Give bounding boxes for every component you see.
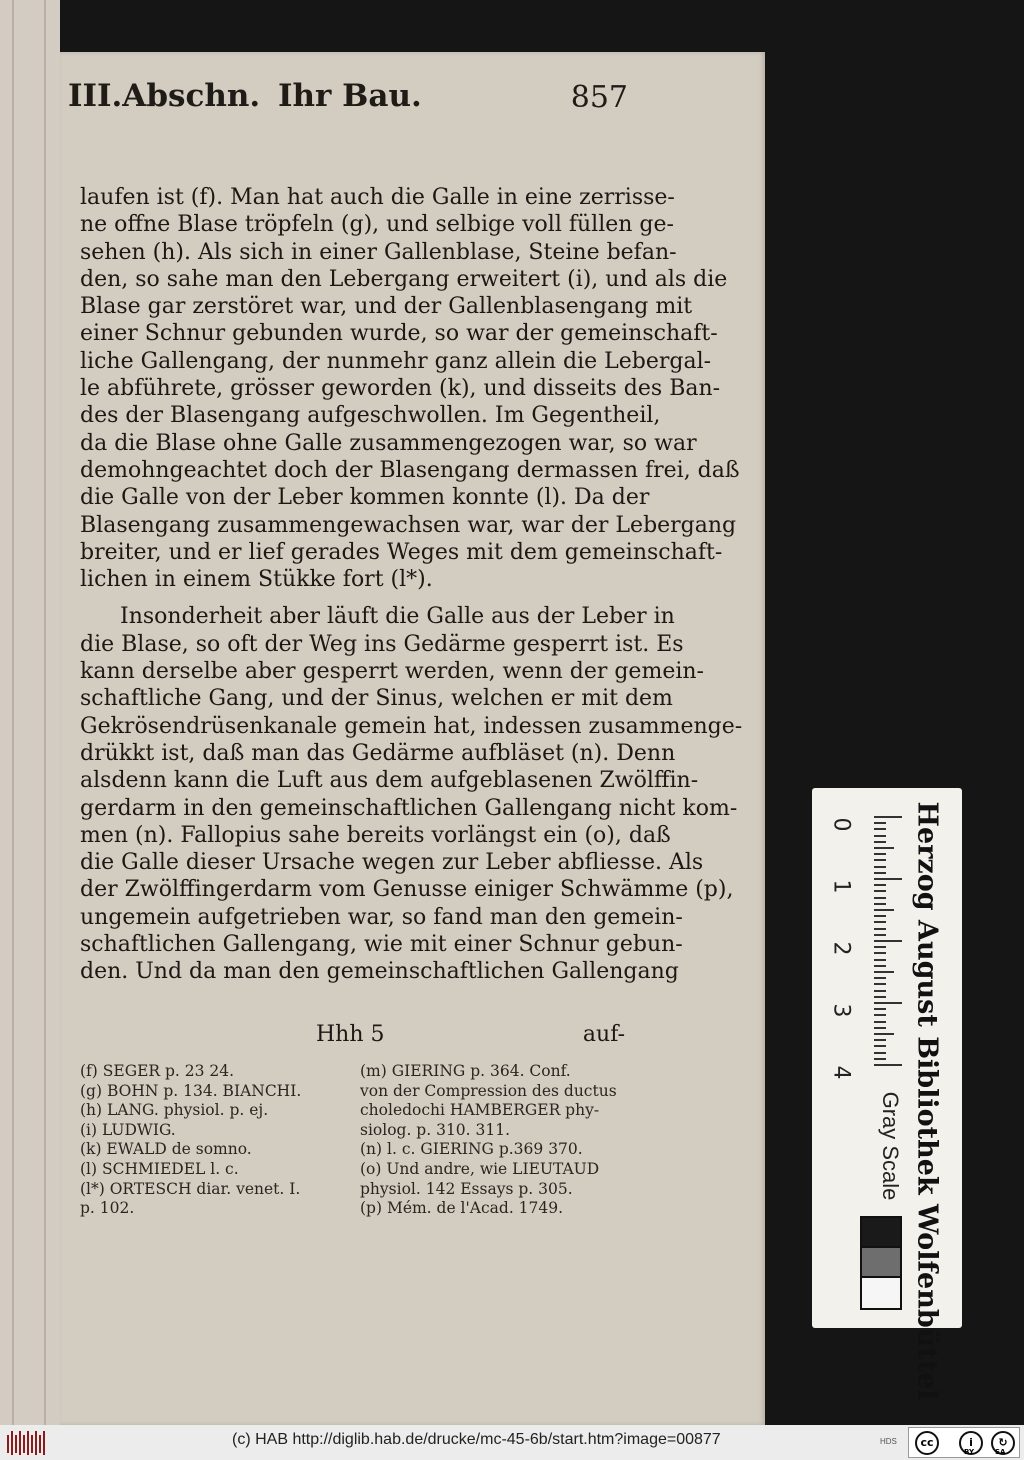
header-section: III.Abschn.	[68, 78, 261, 114]
text-line: ungemein aufgetrieben war, so fand man den gemein-	[80, 904, 683, 930]
ruler-ticks	[874, 816, 902, 1078]
text-line: kann derselbe aber gesperrt werden, wenn der gemein-	[80, 659, 704, 685]
text-line: schaftlichen Gallengang, wie mit einer Schnur gebun-	[80, 932, 683, 958]
text-line: ne offne Blase tröpfeln (g), und selbige voll füllen ge-	[80, 212, 674, 238]
ruler-tick	[874, 921, 886, 923]
text-line: alsdenn kann die Luft aus dem aufgeblasenen Zwölffin-	[80, 768, 699, 794]
footnote: (i) LUDWIG.	[80, 1120, 176, 1139]
ruler-tick	[874, 822, 886, 824]
footnote: (g) BOHN p. 134. BIANCHI.	[80, 1081, 302, 1100]
ruler-tick	[874, 959, 886, 961]
footnote: (h) LANG. physiol. p. ej.	[80, 1101, 269, 1120]
text-line: men (n). Fallopius sahe bereits vorlängst ein (o), daß	[80, 822, 671, 848]
text-line: da die Blase ohne Galle zusammengezogen war, so war	[80, 430, 697, 456]
copyright-link[interactable]: (c) HAB http://diglib.hab.de/drucke/mc-45-6b/start.htm?image=00877	[232, 1431, 721, 1448]
footnote: (o) Und andre, wie LIEUTAUD	[360, 1159, 600, 1178]
by-icon: i	[959, 1431, 983, 1455]
text-line: schaftliche Gang, und der Sinus, welchen er mit dem	[80, 686, 673, 712]
ruler-tick	[874, 1008, 886, 1010]
ruler-tick	[874, 928, 886, 930]
ruler-tick	[874, 847, 894, 849]
signature-mark: Hhh 5	[316, 1022, 385, 1047]
ruler-tick	[874, 828, 886, 830]
running-header	[68, 78, 628, 118]
ruler-tick	[874, 1002, 902, 1004]
footnotes-right	[360, 1062, 630, 1219]
text-line: die Galle dieser Ursache wegen zur Leber abfliesse. Als	[80, 850, 704, 876]
ruler-tick	[874, 866, 886, 868]
ruler-tick	[874, 1033, 894, 1035]
ruler-tick	[874, 983, 886, 985]
footnote: (n) l. c. GIERING p.369 370.	[360, 1140, 583, 1159]
text-line: einer Schnur gebunden wurde, so war der gemeinschaft-	[80, 321, 718, 347]
gray-swatch-mid	[860, 1246, 902, 1280]
sa-icon: ↻	[991, 1431, 1015, 1455]
footnote: (f) SEGER p. 23 24.	[80, 1062, 235, 1080]
ruler-tick	[874, 878, 902, 880]
text-line: die Blase, so oft der Weg ins Gedärme gesperrt ist. Es	[80, 631, 684, 657]
ruler-tick	[874, 890, 886, 892]
cc-license-badge[interactable]	[908, 1427, 1020, 1458]
viewer-footer	[0, 1425, 1024, 1460]
gray-swatch-dark	[860, 1216, 902, 1250]
ruler-tick	[874, 872, 886, 874]
footnote: von der Compression des ductus	[360, 1081, 617, 1100]
ruler-tick	[874, 884, 886, 886]
ruler-number: 0	[828, 817, 854, 832]
ruler-number: 3	[828, 1003, 854, 1018]
ruler-tick	[874, 1014, 886, 1016]
text-line: der Zwölffingerdarm vom Genusse einiger Schwämme (p),	[80, 877, 734, 903]
text-line: den. Und da man den gemeinschaftlichen Gallengang	[80, 959, 679, 985]
ruler-tick	[874, 971, 894, 973]
ruler-tick	[874, 946, 886, 948]
text-line: gerdarm in den gemeinschaftlichen Gallengang nicht kom-	[80, 795, 738, 821]
ruler-tick	[874, 897, 886, 899]
adjacent-page-edge	[0, 0, 60, 1425]
institution-label: Herzog August Bibliothek Wolfenbüttel	[911, 801, 943, 1400]
text-line: Blase gar zerstöret war, und der Gallenblasengang mit	[80, 294, 693, 320]
ruler-tick	[874, 1064, 902, 1066]
catchline	[80, 1022, 625, 1052]
ruler-number: 4	[828, 1065, 854, 1080]
ruler-tick	[874, 903, 886, 905]
ruler-tick	[874, 1039, 886, 1041]
ruler-number: 2	[828, 941, 854, 956]
gray-swatch-light	[860, 1276, 902, 1310]
ruler-tick	[874, 853, 886, 855]
scale-ruler	[812, 788, 962, 1400]
text-line: breiter, und er lief gerades Weges mit dem gemeinschaft-	[80, 539, 723, 565]
ruler-tick	[874, 835, 886, 837]
footnote: p. 102.	[80, 1199, 135, 1218]
cc-by-label: BY	[964, 1448, 975, 1456]
text-line: le abführete, grösser geworden (k), und disseits des Ban-	[80, 376, 721, 402]
text-line: Blasengang zusammengewachsen war, war der Lebergang	[80, 512, 737, 538]
body-text	[80, 184, 743, 986]
ruler-tick	[874, 915, 886, 917]
text-line: Insonderheit aber läuft die Galle aus der Leber in	[120, 604, 675, 630]
ruler-number: 1	[828, 879, 854, 894]
ruler-tick	[874, 1058, 886, 1060]
footnotes-left	[80, 1062, 350, 1219]
text-line: liche Gallengang, der nunmehr ganz allein die Lebergal-	[80, 348, 712, 374]
text-line: laufen ist (f). Man hat auch die Galle in eine zerrisse-	[80, 185, 675, 210]
footnote: (m) GIERING p. 364. Conf.	[360, 1062, 571, 1080]
ruler-tick	[874, 859, 886, 861]
ruler-tick	[874, 996, 886, 998]
text-line: des der Blasengang aufgeschwollen. Im Gegentheil,	[80, 403, 661, 429]
ruler-tick	[874, 965, 886, 967]
gray-scale-label: Gray Scale	[878, 1091, 903, 1201]
cc-icon: cc	[915, 1431, 939, 1455]
ruler-tick	[874, 1027, 886, 1029]
header-title: Ihr Bau.	[278, 78, 422, 114]
text-line: drükkt ist, daß man das Gedärme aufbläset (n). Denn	[80, 740, 676, 766]
text-line: lichen in einem Stükke fort (l*).	[80, 567, 433, 593]
footnote: (l) SCHMIEDEL l. c.	[80, 1159, 239, 1178]
text-line: demohngeachtet doch der Blasengang dermassen frei, daß	[80, 457, 740, 483]
text-line: die Galle von der Leber kommen konnte (l). Da der	[80, 485, 650, 511]
text-line: Gekrösendrüsenkanale gemein hat, indessen zusammenge-	[80, 713, 743, 739]
ruler-tick	[874, 909, 894, 911]
footnote: physiol. 142 Essays p. 305.	[360, 1179, 573, 1198]
text-line: den, so sahe man den Lebergang erweitert (i), und als die	[80, 266, 728, 292]
ruler-tick	[874, 934, 886, 936]
catchword: auf-	[582, 1022, 625, 1047]
footnote: (k) EWALD de somno.	[80, 1140, 252, 1159]
footnote: (p) Mém. de l'Acad. 1749.	[360, 1199, 564, 1218]
hab-logo-icon	[6, 1429, 48, 1457]
ruler-tick	[874, 977, 886, 979]
ruler-tick	[874, 1021, 886, 1023]
cc-sa-label: SA	[995, 1448, 1006, 1456]
page-number: 857	[570, 80, 628, 115]
footnote: siolog. p. 310. 311.	[360, 1120, 511, 1139]
footnote: choledochi HAMBERGER phy-	[360, 1101, 600, 1120]
ruler-tick	[874, 940, 902, 942]
ruler-tick	[874, 1052, 886, 1054]
text-line: sehen (h). Als sich in einer Gallenblase, Steine befan-	[80, 239, 677, 265]
ruler-tick	[874, 1045, 886, 1047]
footer-small-text: HDS	[880, 1437, 897, 1446]
footnote: (l*) ORTESCH diar. venet. I.	[80, 1179, 301, 1198]
ruler-tick	[874, 990, 886, 992]
ruler-tick	[874, 952, 886, 954]
ruler-tick	[874, 816, 902, 818]
ruler-tick	[874, 841, 886, 843]
